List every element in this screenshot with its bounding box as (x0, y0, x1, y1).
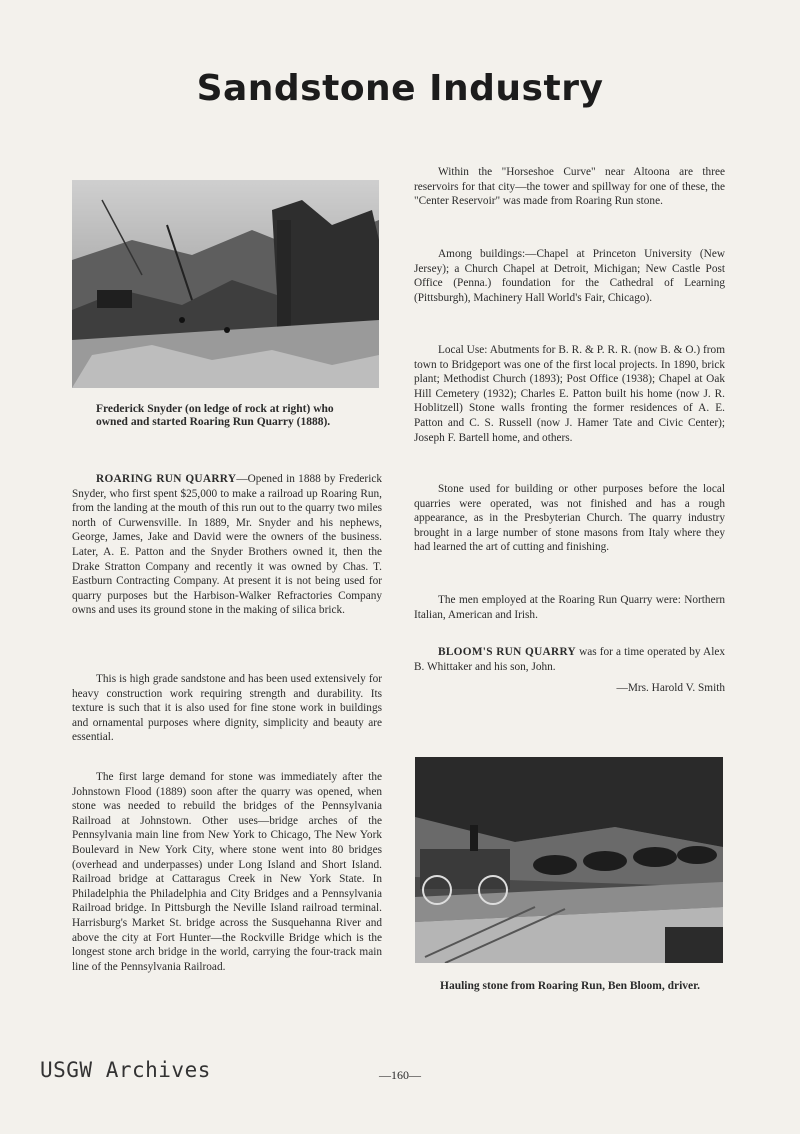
roaring-run-text: —Opened in 1888 by Frederick Snyder, who first spent $25,000 to make a railroad up Roaring Run, from the landing at the mouth of this run out to the quarry two miles north of Curwensville. In 1889, Mr. Snyder and his nephews, George, James, Jake and David were the owners of the business. Later, A. E. Patton and the Snyder Brothers owned it, then the Drake Stratton Company and recently it was owned by Chas. T. Eastburn Contracting Company. At present it is not being used for quarry purposes but the Harbison-Walker Refractories Company owns and uses its ground stone in the making of silica brick. (72, 473, 382, 617)
watermark: USGW Archives (40, 1058, 211, 1082)
hauling-photo-caption: Hauling stone from Roaring Run, Ben Bloom, driver. (440, 980, 701, 992)
roaring-run-paragraph (72, 472, 382, 618)
quarry-photo-caption: Frederick Snyder (on ledge of rock at right) who owned and started Roaring Run Quarry (1888). (96, 403, 334, 428)
horseshoe-curve-paragraph: Within the "Horseshoe Curve" near Altoona are three reservoirs for that city—the tower and spillway for one of these, the "Center Reservoir" was made from Roaring Run stone. (414, 166, 725, 208)
page-number: —160— (379, 1068, 421, 1082)
sandstone-quality-paragraph: This is high grade sandstone and has been used extensively for heavy construction work requiring strength and durability. Its texture is such that it is also used for fine stone work in buildings and ornamental purposes where dignity, simplicity and beauty are essential. (72, 673, 382, 744)
stone-demand-paragraph: The first large demand for stone was immediately after the Johnstown Flood (1889) soon after the quarry was opened, when stone was needed to rebuild the bridges of the Pennsylvania Railroad at Johnstown. Other uses—bridge arches of the Pennsylvania main line from New York to Chicago, The New York Boulevard in New York City, where stone went into 80 bridges (overhead and underpasses) under Long Island and Short Island. Railroad bridge at Cattaragus Creek in New York State. In Philadelphia the Philadelphia and City Bridges and a Pennsylvania Railroad bridge. In Pittsburgh the Neville Island railroad terminal. Harrisburg's Market St. bridge across the Susquehanna River and above the city at Fort Hunter—the Rockville Bridge which is the longest stone arch bridge in the world, carrying the four-track main line of the Pennsylvania Railroad. (72, 771, 382, 973)
blooms-run-paragraph (414, 645, 725, 674)
hauling-photo (415, 757, 723, 963)
roaring-run-heading: ROARING RUN QUARRY (96, 473, 237, 485)
page-title: Sandstone Industry (196, 68, 604, 109)
local-use-paragraph: Local Use: Abutments for B. R. & P. R. R. (now B. & O.) from town to Bridgeport was one of the first local projects. In 1890, brick plant; Methodist Church (1893); Post Office (1938); Chapel at Oak Hill Cemetery (1932); Charles E. Patton built his home (now J. R. Hoblitzell) Stone walls fronting the former residences of A. E. Patton and C. S. Russell (now J. Hamer Tate and Civic Center); Joseph F. Bartell home, and others. (414, 344, 725, 444)
blooms-run-text: was for a time operated by Alex B. Whittaker and his son, John. (414, 646, 726, 673)
employees-paragraph: The men employed at the Roaring Run Quarry were: Northern Italian, American and Irish. (414, 594, 725, 621)
stone-finishing-paragraph: Stone used for building or other purposes before the local quarries were operated, was not finished and has a rough appearance, as in the Presbyterian Church. The quarry industry brought in a large number of stone masons from Italy where they had learned the art of cutting and finishing. (414, 483, 725, 554)
blooms-run-heading: BLOOM'S RUN QUARRY (438, 646, 576, 658)
buildings-paragraph: Among buildings:—Chapel at Princeton University (New Jersey); a Church Chapel at Detroit, Michigan; New Castle Post Office (Penna.) foundation for the Cathedral of Learning (Pittsburgh), Machinery Hall World's Fair, Chicago). (414, 248, 725, 304)
quarry-photo (72, 180, 379, 388)
author-signature: —Mrs. Harold V. Smith (616, 682, 725, 694)
